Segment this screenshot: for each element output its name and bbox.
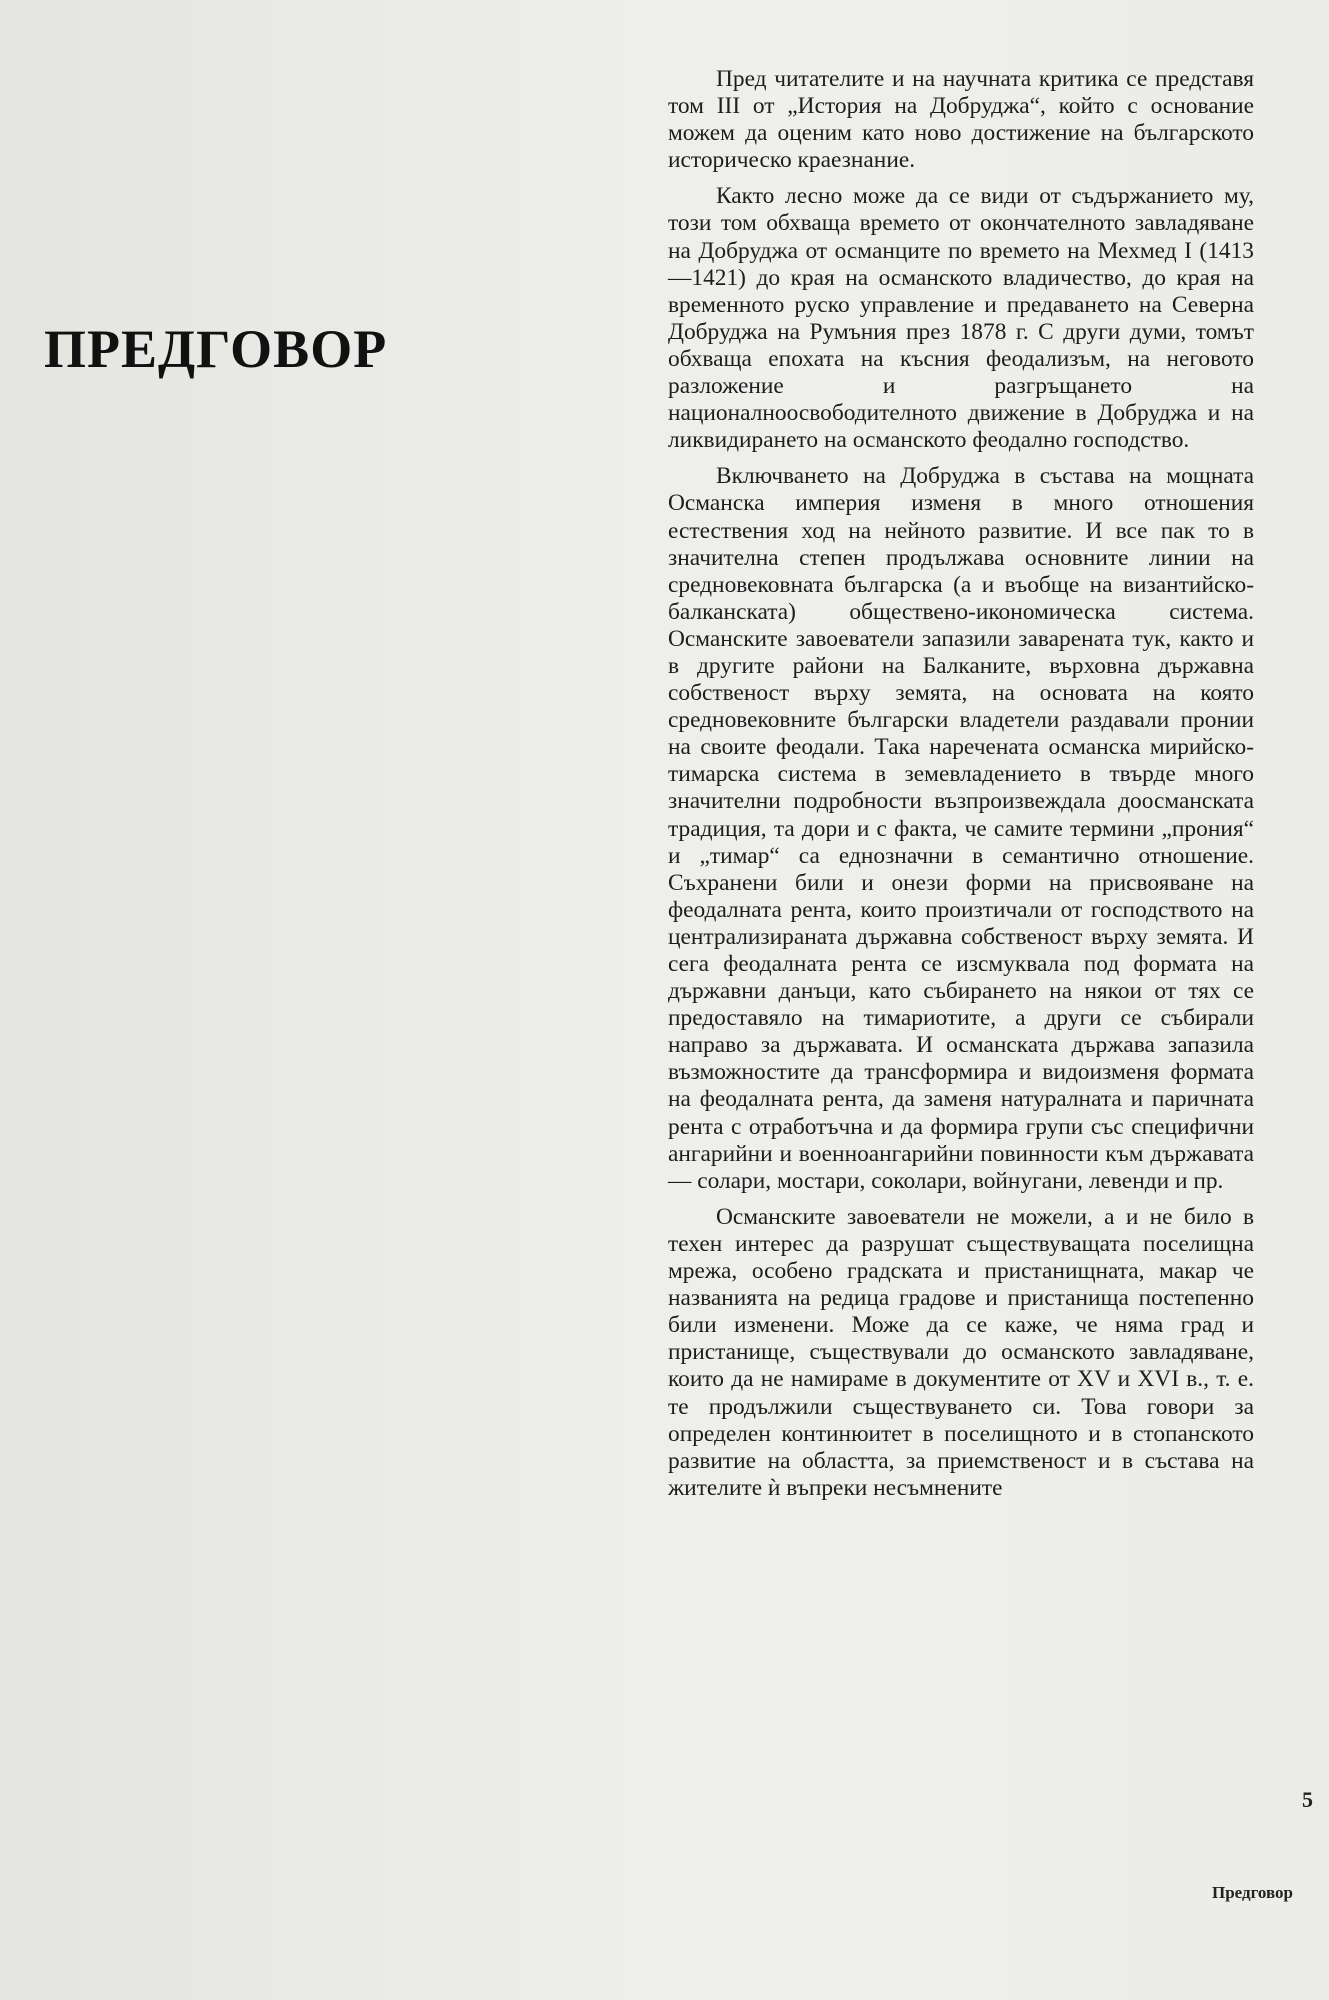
paragraph-1: Пред читателите и на научната критика се представя том III от „История на Добруджа“, който с основание можем да оценим като ново достижение на българското историческо краезнание.	[668, 66, 1254, 174]
chapter-heading: ПРЕДГОВОР	[44, 319, 388, 379]
paragraph-2: Както лесно може да се види от съдържанието му, този том обхваща времето от окончателното завладяване на Добруджа от османците по времето на Мехмед I (1413—1421) до края на османското владичество, до края на временното руско управление и предаването на Северна Добруджа на Румъния през 1878 г. С други думи, томът обхваща епохата на късния феодализъм, на неговото разложение и разгръщането на националноосвободителното движение в Добруджа и на ликвидирането на османското феодално господство.	[668, 183, 1254, 454]
running-footer: Предговор	[1212, 1883, 1293, 1902]
paragraph-3: Включването на Добруджа в състава на мощната Османска империя изменя в много отношения естествения ход на нейното развитие. И все пак то в значителна степен продължава основните линии на средновековната българска (а и въобще на византийско-балканската) обществено-икономическа система. Османските завоеватели запазили заварената тук, както и в другите райони на Балканите, върховна държавна собственост върху земята, на основата на която средновековните български владетели раздавали пронии на своите феодали. Така наречената османска мирийско-тимарска система в земевладението в твърде много значителни подробности възпроизвеждала доосманската традиция, та дори и с факта, че самите термини „прония“ и „тимар“ са еднозначни в семантично отношение. Съхранени били и онези форми на присвояване на феодалната рента, които произтичали от господството на централизираната държавна собственост върху земята. И сега феодалната рента се изсмуквала под формата на държавни данъци, като събирането на някои от тях се предоставяло на тимариотите, а други се събирали направо за държавата. И османската държава запазила възможностите да трансформира и видоизменя формата на феодалната рента, да заменя натуралната и паричната рента с отработъчна и да формира групи със специфични ангарийни и военноангарийни повинности към държавата — солари, мостари, соколари, войнугани, левенди и пр.	[668, 463, 1254, 1194]
page-number: 5	[1302, 1787, 1313, 1812]
body-text-column	[668, 66, 1254, 1511]
paragraph-4: Османските завоеватели не можели, а и не било в техен интерес да разрушат съществуващата поселищна мрежа, особено градската и пристанищната, макар че названията на редица градове и пристанища постепенно били изменени. Може да се каже, че няма град и пристанище, съществували до османското завладяване, които да не намираме в документите от XV и XVI в., т. е. те продължили съществуването си. Това говори за определен континюитет в поселищното и в стопанското развитие на областта, за приемственост и в състава на жителите ѝ въпреки несъмнените	[668, 1203, 1254, 1501]
